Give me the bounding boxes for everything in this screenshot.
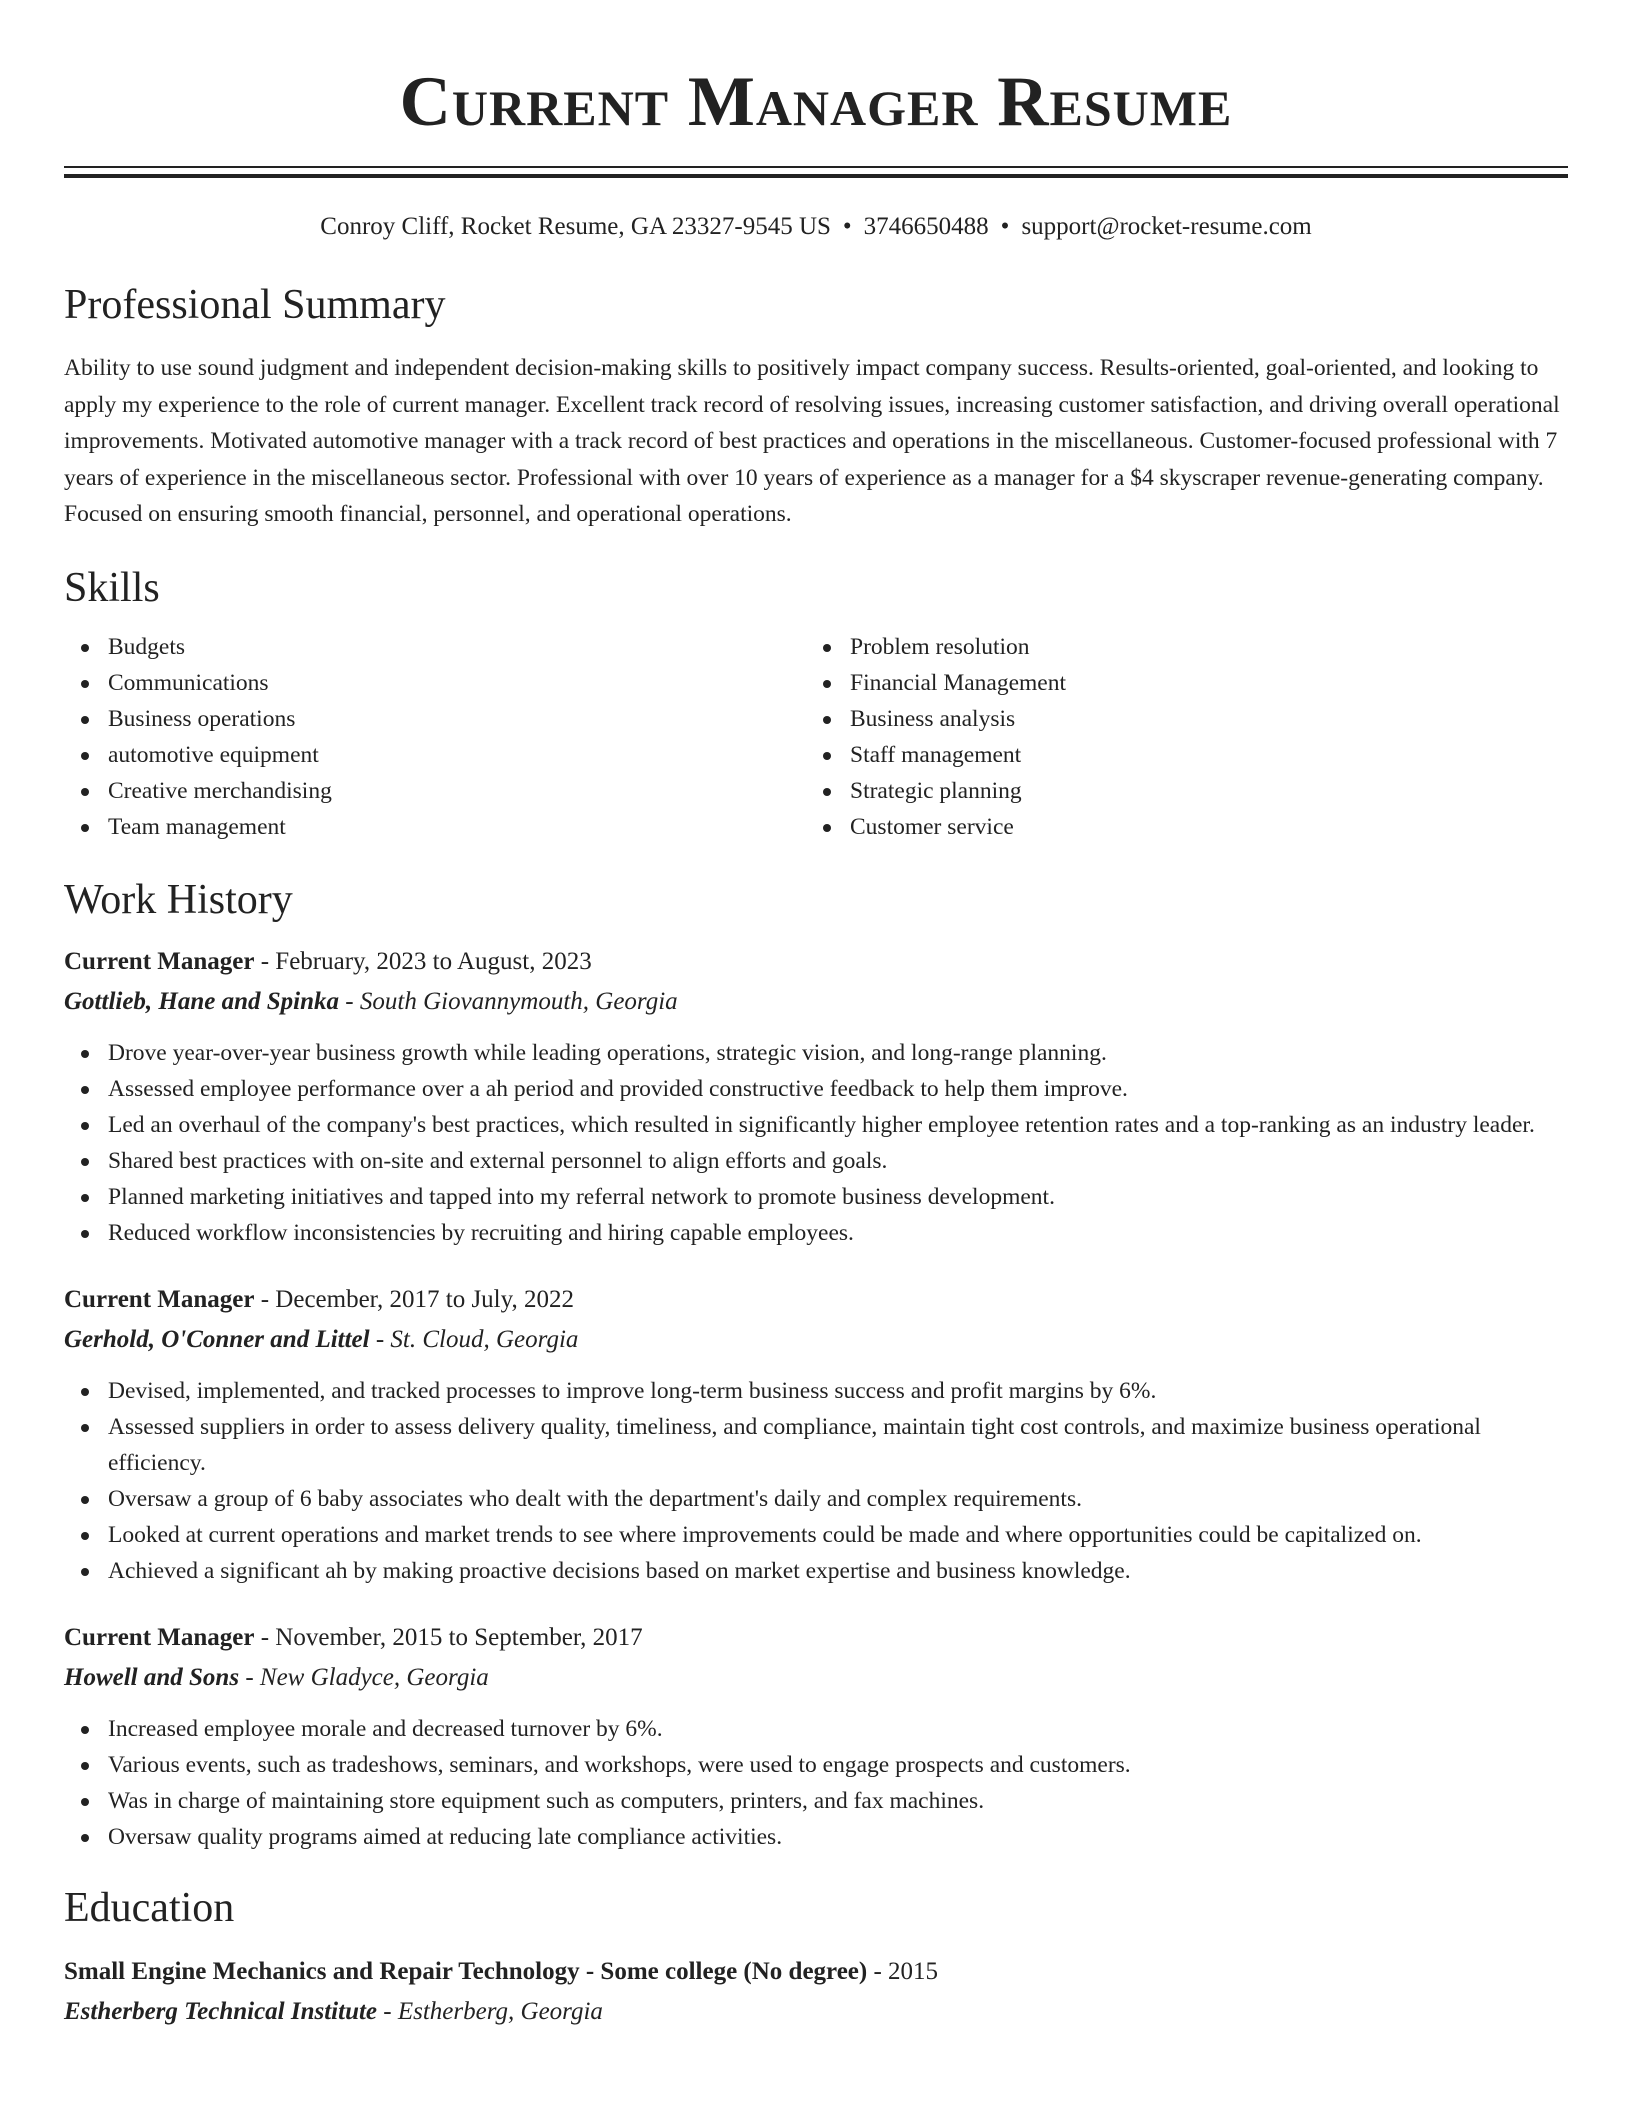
job-bullet: Oversaw a group of 6 baby associates who dealt with the department's daily and complex requirements. [64, 1481, 1568, 1517]
company-name: Howell and Sons [64, 1663, 240, 1691]
job-bullet: Looked at current operations and market trends to see where improvements could be made and where opportunities could be capitalized on. [64, 1517, 1568, 1553]
job-entry [64, 1619, 1568, 1855]
skill-item: Strategic planning [806, 773, 1548, 809]
company-name: Gerhold, O'Conner and Littel [64, 1325, 370, 1353]
contact-email[interactable]: support@rocket-resume.com [1021, 213, 1312, 240]
skill-item: Business operations [64, 701, 806, 737]
job-bullet: Various events, such as tradeshows, seminars, and workshops, were used to engage prospects and customers. [64, 1747, 1568, 1783]
contact-line [64, 212, 1568, 242]
company-line: Gerhold, O'Conner and Littel - St. Cloud, Georgia [64, 1325, 579, 1353]
job-dates: December, 2017 to July, 2022 [275, 1285, 575, 1313]
job-bullet: Drove year-over-year business growth while leading operations, strategic vision, and long-range planning. [64, 1035, 1568, 1071]
job-bullet: Achieved a significant ah by making proactive decisions based on market expertise and business knowledge. [64, 1553, 1568, 1589]
skill-item: automotive equipment [64, 737, 806, 773]
job-bullet: Devised, implemented, and tracked processes to improve long-term business success and profit margins by 6%. [64, 1373, 1568, 1409]
job-bullet: Assessed employee performance over a ah period and provided constructive feedback to help them improve. [64, 1071, 1568, 1107]
skills-heading: Skills [64, 564, 160, 611]
job-title: Current Manager [64, 1285, 255, 1313]
job-bullet: Shared best practices with on-site and external personnel to align efforts and goals. [64, 1143, 1568, 1179]
job-dates: February, 2023 to August, 2023 [275, 947, 592, 975]
degree-name: Small Engine Mechanics and Repair Technology - Some college (No degree) [64, 1957, 868, 1985]
job-title-line: Current Manager - November, 2015 to September, 2017 [64, 1623, 643, 1651]
school-location: Estherberg, Georgia [397, 1997, 603, 2025]
company-name: Gottlieb, Hane and Spinka [64, 987, 340, 1015]
job-bullets [64, 1373, 1568, 1589]
skills-list-right [806, 629, 1548, 845]
school-name: Estherberg Technical Institute [64, 1997, 378, 2025]
job-dates: November, 2015 to September, 2017 [275, 1623, 643, 1651]
job-title-line: Current Manager - December, 2017 to July, 2022 [64, 1285, 575, 1313]
contact-separator: • [1000, 213, 1010, 240]
school-line: Estherberg Technical Institute - Estherberg, Georgia [64, 1997, 603, 2025]
degree-line: Small Engine Mechanics and Repair Technology - Some college (No degree) - 2015 [64, 1957, 939, 1985]
education-entry [64, 1953, 1568, 2031]
title-divider-thin [64, 166, 1568, 168]
company-line: Howell and Sons - New Gladyce, Georgia [64, 1663, 489, 1691]
skill-item: Budgets [64, 629, 806, 665]
degree-year: 2015 [888, 1957, 939, 1985]
contact-phone: 3746650488 [863, 213, 989, 240]
resume-page [64, 0, 1568, 2031]
job-bullet: Oversaw quality programs aimed at reducing late compliance activities. [64, 1819, 1568, 1855]
job-title-line: Current Manager - February, 2023 to August, 2023 [64, 947, 592, 975]
skill-item: Communications [64, 665, 806, 701]
education-heading: Education [64, 1884, 235, 1931]
job-bullet: Planned marketing initiatives and tapped into my referral network to promote business development. [64, 1179, 1568, 1215]
job-bullet: Led an overhaul of the company's best practices, which resulted in significantly higher employee retention rates and a top-ranking as an industry leader. [64, 1107, 1568, 1143]
skill-item: Customer service [806, 809, 1548, 845]
job-bullets [64, 1711, 1568, 1855]
company-location: St. Cloud, Georgia [390, 1325, 579, 1353]
work-history-heading: Work History [64, 876, 293, 923]
title-divider-thick [64, 174, 1568, 178]
summary-text: Ability to use sound judgment and independent decision-making skills to positively impact company success. Results-oriented, goal-oriented, and looking to apply my experience to the role of current manager. Excellent track record of resolving issues, increasing customer satisfaction, and driving overall operational improvements. Motivated automotive manager with a track record of best practices and operations in the miscellaneous. Customer-focused professional with 7 years of experience in the miscellaneous sector. Professional with over 10 years of experience as a manager for a $4 skyscraper revenue-generating company. Focused on ensuring smooth financial, personnel, and operational operations. [64, 355, 1560, 527]
contact-address: Conroy Cliff, Rocket Resume, GA 23327-9545 US [320, 213, 831, 240]
contact-separator: • [842, 213, 852, 240]
job-bullet: Was in charge of maintaining store equipment such as computers, printers, and fax machines. [64, 1783, 1568, 1819]
company-location: New Gladyce, Georgia [259, 1663, 489, 1691]
skill-item: Problem resolution [806, 629, 1548, 665]
job-bullet: Reduced workflow inconsistencies by recruiting and hiring capable employees. [64, 1215, 1568, 1251]
job-entry [64, 1281, 1568, 1589]
summary-heading: Professional Summary [64, 282, 446, 328]
skills-grid [64, 629, 1568, 845]
resume-title: Current Manager Resume [399, 63, 1233, 141]
skill-item: Creative merchandising [64, 773, 806, 809]
job-title: Current Manager [64, 947, 255, 975]
company-location: South Giovannymouth, Georgia [359, 987, 678, 1015]
skills-list-left [64, 629, 806, 845]
job-bullet: Increased employee morale and decreased turnover by 6%. [64, 1711, 1568, 1747]
skill-item: Staff management [806, 737, 1548, 773]
job-entry [64, 943, 1568, 1251]
skill-item: Business analysis [806, 701, 1548, 737]
job-bullets [64, 1035, 1568, 1251]
job-bullet: Assessed suppliers in order to assess delivery quality, timeliness, and compliance, maintain tight cost controls, and maximize business operational efficiency. [64, 1409, 1568, 1481]
skill-item: Team management [64, 809, 806, 845]
company-line: Gottlieb, Hane and Spinka - South Giovannymouth, Georgia [64, 987, 678, 1015]
job-title: Current Manager [64, 1623, 255, 1651]
skill-item: Financial Management [806, 665, 1548, 701]
